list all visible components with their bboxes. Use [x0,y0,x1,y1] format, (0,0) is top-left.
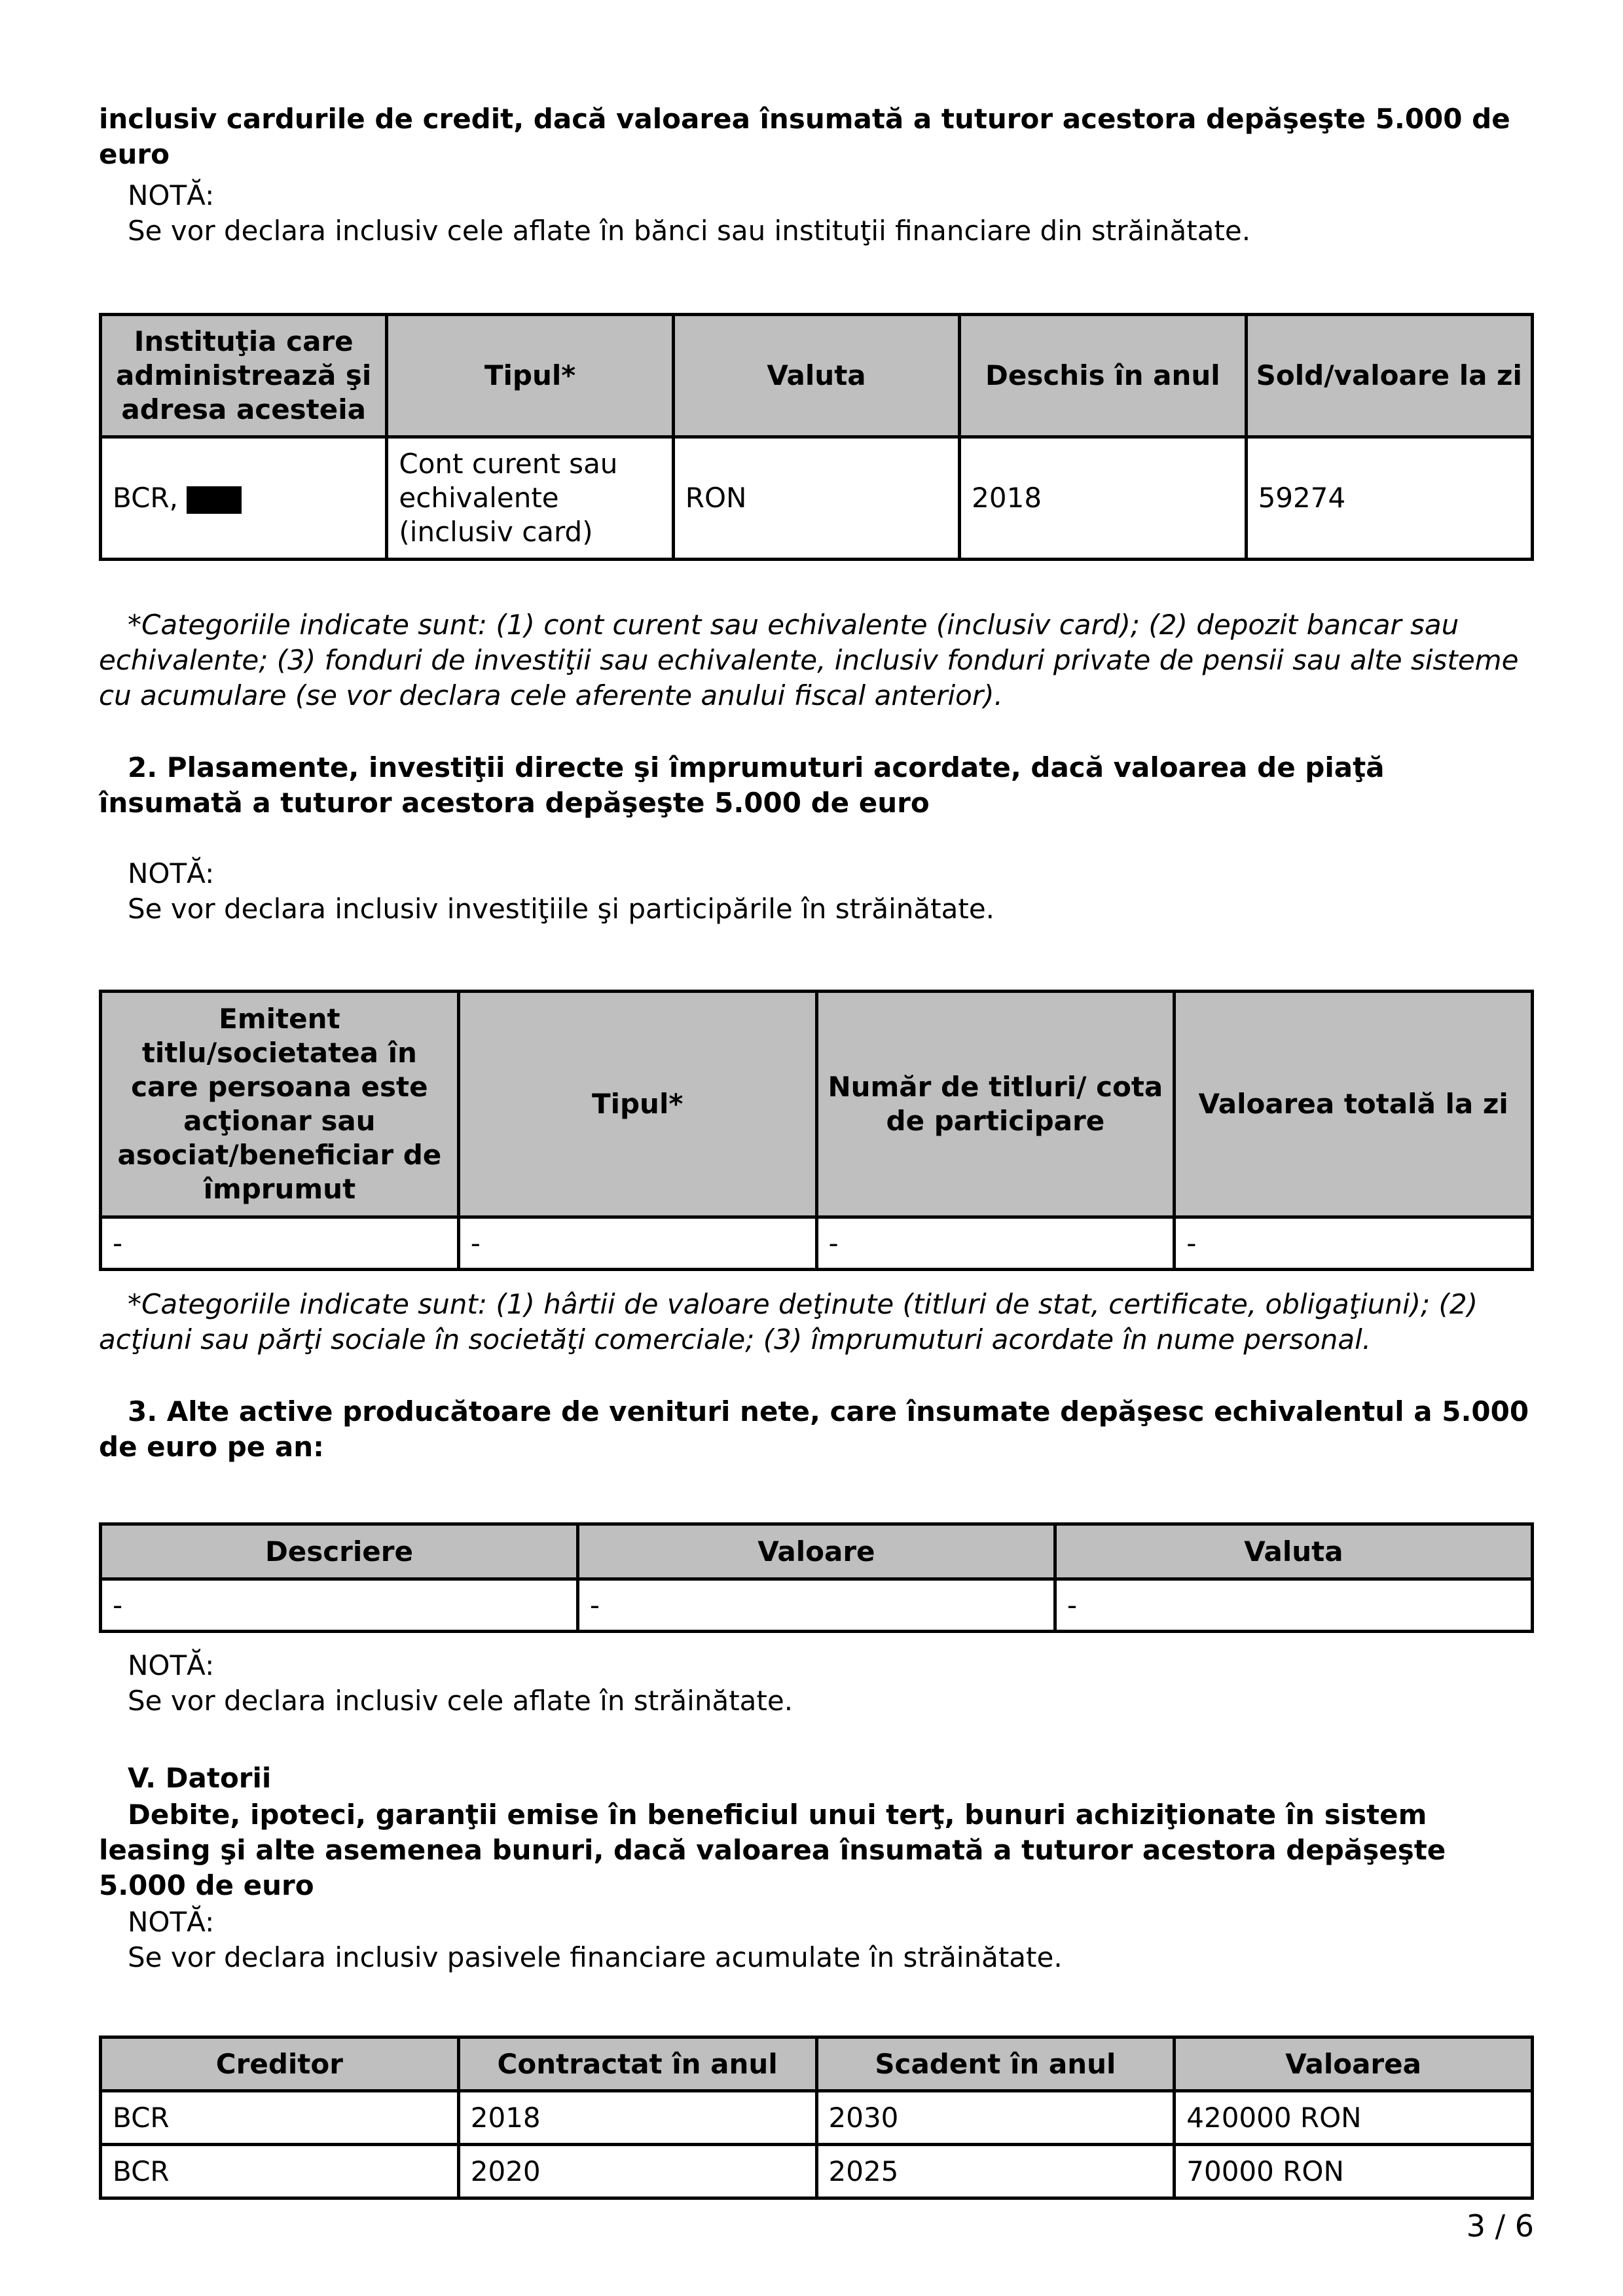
investments-table [99,990,1534,1271]
cell-type: Cont curent sau echivalente (inclusiv card) [387,437,673,560]
col-header-description: Descriere [101,1524,578,1579]
note-text: Se vor declara inclusiv pasivele financiare acumulate în străinătate. [128,1941,1063,1973]
other-assets-table [99,1522,1534,1633]
col-header-creditor: Creditor [101,2037,459,2091]
col-header-contracted: Contractat în anul [458,2037,816,2091]
section-2-heading: 2. Plasamente, investiţii directe şi împrumuturi acordate, dacă valoarea de piaţă însumată a tuturor acestora depăşeşte 5.000 de euro [99,751,1385,819]
table-header-row [101,315,1533,437]
col-header-value: Valoare [577,1524,1055,1579]
section-5-heading: Debite, ipoteci, garanţii emise în beneficiul unui terţ, bunuri achiziţionate în sistem leasing şi alte asemenea bunuri, dacă valoarea însumată a tuturor acestora depăşeşte 5.000 de euro [99,1799,1446,1901]
note-label: NOTĂ: [128,179,215,211]
col-header-amount: Valoarea [1175,2037,1533,2091]
table-row [101,1217,1533,1270]
table-header-row [101,1524,1533,1579]
col-header-type: Tipul* [387,315,673,437]
cell-contracted: 2020 [458,2145,816,2198]
note-text: Se vor declara inclusiv cele aflate în străinătate. [128,1685,793,1717]
cell-description: - [101,1579,578,1632]
col-header-issuer: Emitent titlu/societatea în care persoana este acţionar sau asociat/beneficiar de împrumut [101,992,459,1217]
col-header-currency: Valuta [673,315,959,437]
cell-contracted: 2018 [458,2091,816,2145]
debts-table [99,2036,1534,2200]
col-header-currency: Valuta [1055,1524,1532,1579]
col-header-total-value: Valoarea totală la zi [1175,992,1533,1217]
footnote-accounts: *Categoriile indicate sunt: (1) cont curent sau echivalente (inclusiv card); (2) depozit bancar sau echivalente; (3) fonduri de investiţii sau echivalente, inclusiv fonduri private de pensii sau alte sisteme cu acumulare (se vor declara cele aferente anului fiscal anterior). [99,609,1519,711]
note-label: NOTĂ: [128,857,215,889]
redacted-address [187,486,242,514]
section-heading-continued: inclusiv cardurile de credit, dacă valoarea însumată a tuturor acestora depăşeşte 5.000 de euro [99,103,1510,170]
cell-creditor: BCR [101,2145,459,2198]
cell-balance: 59274 [1246,437,1532,560]
col-header-opened: Deschis în anul [960,315,1246,437]
cell-shares: - [816,1217,1175,1270]
note-text: Se vor declara inclusiv cele aflate în bănci sau instituţii financiare din străinătate. [128,215,1251,247]
cell-type: - [458,1217,816,1270]
cell-issuer: - [101,1217,459,1270]
cell-amount: 420000 RON [1175,2091,1533,2145]
col-header-type: Tipul* [458,992,816,1217]
note-label: NOTĂ: [128,1906,215,1938]
footnote-investments: *Categoriile indicate sunt: (1) hârtii de valoare deţinute (titluri de stat, certificate, obligaţiuni); (2) acţiuni sau părţi sociale în societăţi comerciale; (3) împrumuturi acordate în nume personal. [99,1288,1478,1355]
section-5-title: V. Datorii [128,1762,272,1794]
table-row [101,1579,1533,1632]
section-3-heading: 3. Alte active producătoare de venituri nete, care însumate depăşesc echivalentul a 5.000 de euro pe an: [99,1395,1529,1463]
table-row [101,437,1533,560]
cell-due: 2030 [816,2091,1175,2145]
col-header-shares: Număr de titluri/ cota de participare [816,992,1175,1217]
table-header-row [101,992,1533,1217]
note-label: NOTĂ: [128,1649,215,1681]
col-header-balance: Sold/valoare la zi [1246,315,1532,437]
cell-value: - [577,1579,1055,1632]
table-header-row [101,2037,1533,2091]
cell-institution: BCR, [101,437,387,560]
cell-due: 2025 [816,2145,1175,2198]
col-header-institution: Instituţia care administrează şi adresa acesteia [101,315,387,437]
cell-currency: - [1055,1579,1532,1632]
cell-opened: 2018 [960,437,1246,560]
table-row [101,2145,1533,2198]
note-text: Se vor declara inclusiv investiţiile şi participările în străinătate. [128,893,995,925]
cell-creditor: BCR [101,2091,459,2145]
cell-amount: 70000 RON [1175,2145,1533,2198]
cell-currency: RON [673,437,959,560]
col-header-due: Scadent în anul [816,2037,1175,2091]
bank-accounts-table [99,313,1534,561]
cell-total-value: - [1175,1217,1533,1270]
table-row [101,2091,1533,2145]
page-number: 3 / 6 [1466,2208,1534,2244]
